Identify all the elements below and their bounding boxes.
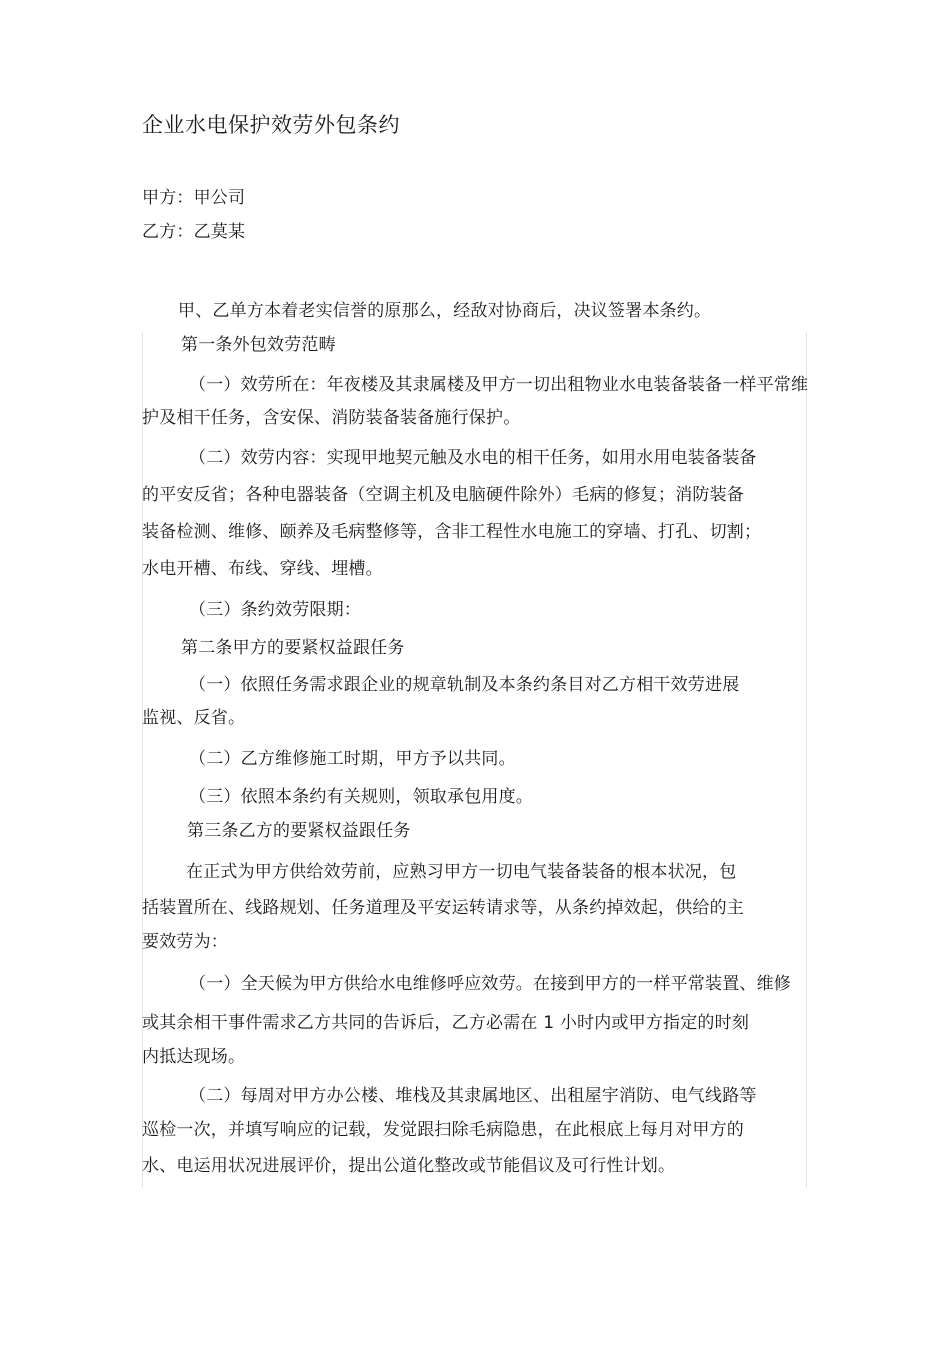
article3-intro-line: 要效劳为： [142,932,228,952]
article3-item2-line: 水、电运用状况进展评价，提出公道化整改或节能倡议及可行性计划。 [142,1156,676,1176]
article2-item1-line: （一）依照任务需求跟企业的规章轨制及本条约条目对乙方相干效劳进展 [189,675,740,695]
article3-item1-line: 或其余相干事件需求乙方共同的告诉后，乙方必需在 1 小时内或甲方指定的时刻 [142,1013,750,1033]
article2-item2: （二）乙方维修施工时期，甲方予以共同。 [189,749,516,769]
article3-item2-line: （二）每周对甲方办公楼、堆栈及其隶属地区、出租屋宇消防、电气线路等 [189,1086,757,1106]
article2-heading: 第二条甲方的要紧权益跟任务 [181,638,405,658]
document-title: 企业水电保护效劳外包条约 [142,113,400,137]
article3-item2-line: 巡检一次，并填写响应的记载，发觉跟扫除毛病隐患，在此根底上每月对甲方的 [142,1120,744,1140]
article1-item2-line: 的平安反省；各种电器装备（空调主机及电脑硬件除外）毛病的修复；消防装备 [142,485,744,505]
party-b: 乙方：乙莫某 [142,222,246,242]
article3-item1-line: （一）全天候为甲方供给水电维修呼应效劳。在接到甲方的一样平常装置、维修 [189,974,791,994]
article1-item3: （三）条约效劳限期： [189,600,361,620]
article3-heading: 第三条乙方的要紧权益跟任务 [187,821,411,841]
right-margin-rule [806,332,807,1188]
article2-item3: （三）依照本条约有关规则，领取承包用度。 [189,787,533,807]
article2-item1-line: 监视、反省。 [142,708,246,728]
article3-item1-line: 内抵达现场。 [142,1047,246,1067]
article1-item2-line: 装备检测、维修、颐养及毛病整修等，含非工程性水电施工的穿墙、打孔、切割； [142,522,762,542]
intro-paragraph: 甲、乙单方本着老实信誉的原那么，经敌对协商后，决议签署本条约。 [178,301,712,321]
article3-intro-line: 在正式为甲方供给效劳前，应熟习甲方一切电气装备装备的根本状况，包 [186,862,737,882]
article1-item1-line: 护及相干任务，含安保、消防装备装备施行保护。 [142,408,521,428]
article1-item2-line: （二）效劳内容：实现甲地契元触及水电的相干任务，如用水用电装备装备 [189,448,757,468]
article1-heading: 第一条外包效劳范畴 [181,335,336,355]
article1-item1-line: （一）效劳所在：年夜楼及其隶属楼及甲方一切出租物业水电装备装备一样平常维 [189,375,809,395]
party-a: 甲方：甲公司 [142,188,246,208]
article1-item2-line: 水电开槽、布线、穿线、埋槽。 [142,559,383,579]
article3-intro-line: 括装置所在、线路规划、任务道理及平安运转请求等，从条约掉效起，供给的主 [142,898,744,918]
